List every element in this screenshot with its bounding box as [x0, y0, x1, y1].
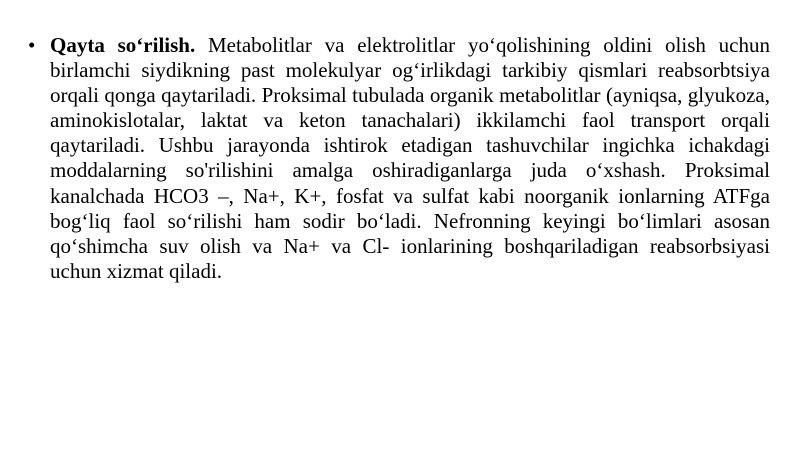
bullet-heading: Qayta so‘rilish.: [50, 33, 196, 57]
bullet-body: Metabolitlar va elektrolitlar yo‘qolishining oldini olish uchun birlamchi siydikning past molekulyar og‘irlikdagi tarkibiy qismlari reabsorbtsiya orqali qonga qaytariladi. Proksimal tubulada organik metabolitlar (ayniqsa, glyukoza, aminokislotalar, laktat va keton tanachalari) ikkilamchi faol transport orqali qaytariladi. Ushbu jarayonda ishtirok etadigan tashuvchilar ingichka ichakdagi moddalarning so'rilishini amalga oshiradiganlarga juda o‘xshash. Proksimal kanalchada HCO3 –, Na+, K+, fosfat va sulfat kabi noorganik ionlarning ATFga bog‘liq faol so‘rilishi ham sodir bo‘ladi. Nefronning keyingi bo‘limlari asosan qo‘shimcha suv olish va Na+ va Cl- ionlarining boshqariladigan reabsorbsiyasi uchun xizmat qiladi.: [50, 33, 771, 283]
bullet-paragraph: [50, 33, 770, 284]
bullet-item: [28, 33, 770, 284]
bullet-point-icon: •: [28, 33, 36, 57]
